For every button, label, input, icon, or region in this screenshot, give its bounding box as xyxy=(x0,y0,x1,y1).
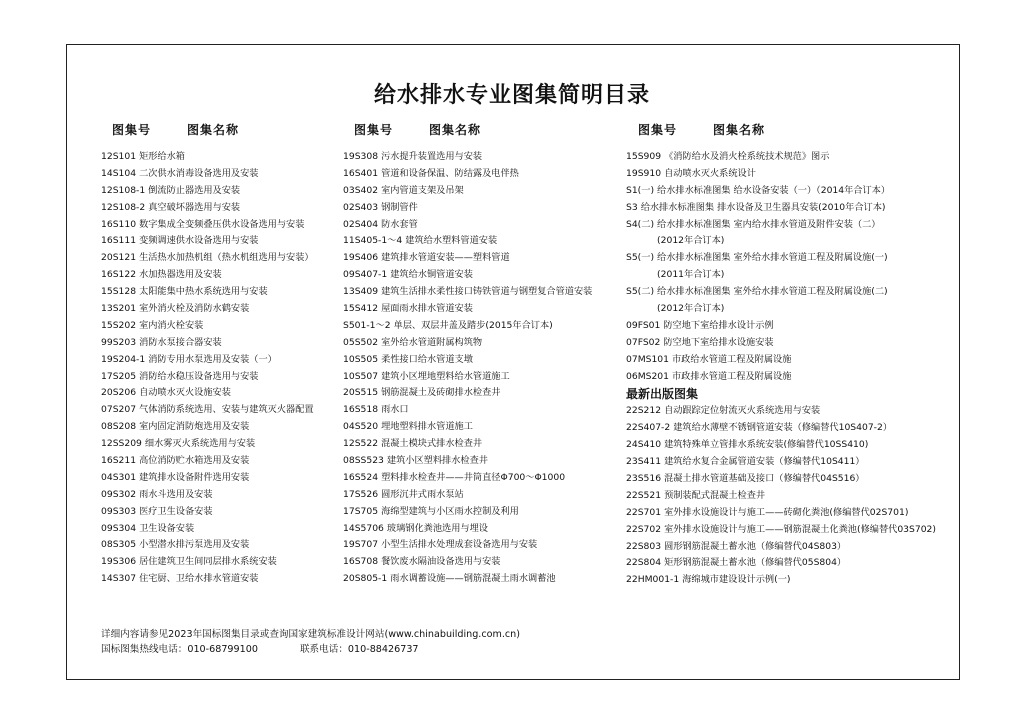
atlas-name: 建筑给水铜管道安装 xyxy=(390,269,473,281)
catalog-entry xyxy=(101,217,314,234)
atlas-code: 05S502 xyxy=(343,336,379,348)
atlas-code: 19S707 xyxy=(343,539,379,551)
atlas-code: S5(一) xyxy=(626,252,655,264)
atlas-name: 建筑给水薄壁不锈钢管道安装（修编替代10S407-2） xyxy=(673,422,893,434)
atlas-code: 14S5706 xyxy=(343,522,384,534)
catalog-entry xyxy=(343,385,592,402)
atlas-name: 室外消火栓及消防水鹤安装 xyxy=(139,303,250,315)
atlas-code: 09S407-1 xyxy=(343,269,388,281)
catalog-entry xyxy=(626,267,936,284)
atlas-name: 消防水泵接合器安装 xyxy=(139,336,222,348)
catalog-entry xyxy=(101,233,314,250)
catalog-entry xyxy=(101,318,314,335)
atlas-code: 12S101 xyxy=(101,151,137,162)
atlas-name: 消防专用水泵选用及安装（一） xyxy=(148,353,277,365)
catalog-column-2 xyxy=(343,149,592,588)
catalog-column-3 xyxy=(626,149,936,589)
atlas-name: 室外排水设施设计与施工——钢筋混凝土化粪池(修编替代03S702) xyxy=(664,523,936,535)
atlas-code: 20S206 xyxy=(101,387,137,399)
atlas-name: 建筑排水设备附件选用安装 xyxy=(139,471,250,483)
atlas-name: 防空地下室给排水设计示例 xyxy=(663,319,774,331)
catalog-entry xyxy=(343,318,592,335)
atlas-name: (2011年合订本) xyxy=(657,269,725,281)
atlas-code: 15S412 xyxy=(343,303,379,315)
atlas-name: 矩形给水箱 xyxy=(139,151,185,162)
atlas-name: 给水排水标准图集 排水设备及卫生器具安装(2010年合订本) xyxy=(640,201,886,213)
catalog-entry xyxy=(626,250,936,267)
catalog-entry xyxy=(626,166,936,183)
atlas-code: 03S402 xyxy=(343,184,379,196)
atlas-name: 医疗卫生设备安装 xyxy=(139,505,213,517)
atlas-name: 海绵城市建设设计示例(一) xyxy=(682,574,791,586)
catalog-entry xyxy=(343,284,592,301)
header-code: 图集号 xyxy=(638,123,678,137)
atlas-code: 08S208 xyxy=(101,421,137,433)
atlas-name: (2012年合订本) xyxy=(657,303,725,315)
atlas-code: 16S110 xyxy=(101,218,137,230)
atlas-code: 12S108-2 xyxy=(101,201,146,213)
catalog-entry xyxy=(343,537,592,554)
atlas-name: 海绵型建筑与小区雨水控制及利用 xyxy=(381,505,519,517)
catalog-entry xyxy=(626,318,936,335)
atlas-code: 12S108-1 xyxy=(101,184,146,196)
atlas-name: 预制装配式混凝土检查井 xyxy=(664,489,766,501)
atlas-code: 22S804 xyxy=(626,557,662,569)
atlas-name: 生活热水加热机组（热水机组选用与安装） xyxy=(139,252,314,264)
catalog-entry xyxy=(343,419,592,436)
atlas-code: 16S708 xyxy=(343,556,379,568)
catalog-entry xyxy=(343,436,592,453)
atlas-code: 24S410 xyxy=(626,439,662,451)
atlas-code: 15S128 xyxy=(101,286,137,298)
atlas-name: 混凝土模块式排水检查井 xyxy=(381,438,483,450)
atlas-name: 钢筋混凝土及砖砌排水检查井 xyxy=(381,387,501,399)
catalog-entry xyxy=(626,420,936,437)
atlas-name: 屋面雨水排水管道安装 xyxy=(381,303,473,315)
atlas-code: 13S409 xyxy=(343,286,379,298)
catalog-entry xyxy=(343,352,592,369)
column-header-3 xyxy=(638,121,765,138)
header-name: 图集名称 xyxy=(713,123,766,137)
atlas-code: 10S507 xyxy=(343,370,379,382)
catalog-entry xyxy=(343,217,592,234)
catalog-entry xyxy=(626,505,936,522)
atlas-name: 单层、双层井盖及踏步(2015年合订本) xyxy=(393,319,553,331)
atlas-name: 太阳能集中热水系统选用与安装 xyxy=(139,286,268,298)
atlas-code: 19S910 xyxy=(626,167,662,179)
catalog-entry xyxy=(343,453,592,470)
atlas-name: 室内管道支架及吊架 xyxy=(381,184,464,196)
atlas-name: 混凝土排水管道基础及接口（修编替代04S516） xyxy=(664,473,865,485)
atlas-name: 真空破坏器选用与安装 xyxy=(148,201,241,213)
catalog-entry xyxy=(101,369,314,386)
atlas-code: 22S212 xyxy=(626,405,662,417)
atlas-name: 给水排水标准图集 室内给水排水管道及附件安装（二） xyxy=(657,218,881,230)
atlas-name: 给水排水标准图集 给水设备安装（一）（2014年合订本） xyxy=(657,184,891,196)
catalog-entry xyxy=(343,250,592,267)
catalog-entry xyxy=(101,352,314,369)
atlas-name: 《消防给水及消火栓系统技术规范》图示 xyxy=(664,151,830,162)
atlas-code: S4(二) xyxy=(626,218,655,230)
catalog-entry xyxy=(626,217,936,234)
catalog-entry xyxy=(343,369,592,386)
atlas-name: 自动喷水灭火设施安装 xyxy=(139,387,231,399)
atlas-name: 消防给水稳压设备选用与安装 xyxy=(139,370,259,382)
atlas-code: 16S401 xyxy=(343,167,379,179)
atlas-name: 给水排水标准图集 室外给水排水管道工程及附属设施(二) xyxy=(657,286,888,298)
atlas-code: 16S211 xyxy=(101,455,137,467)
atlas-code: 10S505 xyxy=(343,353,379,365)
page-title: 给水排水专业图集简明目录 xyxy=(373,83,650,108)
catalog-entry xyxy=(101,149,314,166)
column-header-1 xyxy=(112,121,239,138)
catalog-entry xyxy=(626,149,936,166)
atlas-name: 水加热器选用及安装 xyxy=(139,269,222,281)
atlas-code: S5(二) xyxy=(626,286,655,298)
catalog-entry xyxy=(101,554,314,571)
atlas-name: 给水排水标准图集 室外给水排水管道工程及附属设施(一) xyxy=(657,252,888,264)
atlas-name: 变频调速供水设备选用与安装 xyxy=(139,235,259,247)
atlas-code: 12S522 xyxy=(343,438,379,450)
catalog-entry xyxy=(101,183,314,200)
atlas-name: 管道和设备保温、防结露及电伴热 xyxy=(381,167,519,179)
atlas-name: 室内固定消防炮选用及安装 xyxy=(139,421,250,433)
catalog-entry xyxy=(626,572,936,589)
catalog-entry xyxy=(626,369,936,386)
catalog-entry xyxy=(343,402,592,419)
atlas-code: 19S406 xyxy=(343,252,379,264)
atlas-name: 柔性接口给水管道支墩 xyxy=(381,353,473,365)
atlas-code: 23S411 xyxy=(626,456,662,468)
footer-contact: 联系电话：010-88426737 xyxy=(299,644,419,655)
atlas-code: 23S516 xyxy=(626,473,662,485)
catalog-entry xyxy=(101,537,314,554)
catalog-entry xyxy=(343,554,592,571)
atlas-name: 卫生设备安装 xyxy=(139,522,195,534)
atlas-code: 14S104 xyxy=(101,167,137,179)
atlas-code: 99S203 xyxy=(101,336,137,348)
atlas-name: 塑料排水检查井——井筒直径Φ700～Φ1000 xyxy=(381,471,566,483)
catalog-entry xyxy=(101,301,314,318)
atlas-name: 圆形沉井式雨水泵站 xyxy=(381,488,464,500)
atlas-code: 09S302 xyxy=(101,488,137,500)
footer xyxy=(101,627,520,657)
atlas-name: 矩形钢筋混凝土蓄水池（修编替代05S804） xyxy=(664,557,847,569)
atlas-name: 气体消防系统选用、安装与建筑灭火器配置 xyxy=(139,404,314,416)
atlas-name: 建筑给水复合金属管道安装（修编替代10S411） xyxy=(664,456,865,468)
atlas-code: S1(一) xyxy=(626,184,655,196)
atlas-code: 16S524 xyxy=(343,471,379,483)
atlas-code: 06MS201 xyxy=(626,370,669,382)
atlas-name: 室内消火栓安装 xyxy=(139,319,204,331)
atlas-code: 16S111 xyxy=(101,235,137,247)
atlas-code: 09FS01 xyxy=(626,319,661,331)
atlas-code: 16S518 xyxy=(343,404,379,416)
catalog-entry xyxy=(101,504,314,521)
footer-hotline: 国标图集热线电话：010-68799100 xyxy=(101,644,258,655)
atlas-name: 住宅厨、卫给水排水管道安装 xyxy=(139,573,259,585)
atlas-code: 08S305 xyxy=(101,539,137,551)
atlas-name: 玻璃钢化粪池选用与埋设 xyxy=(386,522,488,534)
atlas-code: 13S201 xyxy=(101,303,137,315)
catalog-column-1 xyxy=(101,149,314,588)
atlas-name: 室外给水管道附属构筑物 xyxy=(381,336,483,348)
atlas-code: S3 xyxy=(626,201,638,213)
catalog-entry xyxy=(626,301,936,318)
catalog-entry xyxy=(101,402,314,419)
section-heading: 最新出版图集 xyxy=(626,387,699,402)
atlas-name: 室外排水设施设计与施工——砖砌化粪池(修编替代02S701) xyxy=(664,506,909,518)
header-code: 图集号 xyxy=(112,123,152,137)
header-name: 图集名称 xyxy=(429,123,482,137)
atlas-name: 数字集成全变频叠压供水设备选用与安装 xyxy=(139,218,305,230)
atlas-name: 建筑小区埋地塑料给水管道施工 xyxy=(381,370,510,382)
atlas-code: 20S515 xyxy=(343,387,379,399)
atlas-name: 建筑特殊单立管排水系统安装(修编替代10SS410) xyxy=(664,439,869,451)
atlas-name: 污水提升装置选用与安装 xyxy=(381,151,483,162)
catalog-entry xyxy=(626,335,936,352)
catalog-entry xyxy=(626,522,936,539)
catalog-entry xyxy=(343,487,592,504)
catalog-entry xyxy=(343,335,592,352)
catalog-entry xyxy=(626,284,936,301)
atlas-name: 高位消防贮水箱选用及安装 xyxy=(139,455,250,467)
atlas-name: 居住建筑卫生间同层排水系统安装 xyxy=(139,556,277,568)
column-header-2 xyxy=(354,121,481,138)
atlas-name: 细水雾灭火系统选用与安装 xyxy=(144,438,256,450)
atlas-code: 14S307 xyxy=(101,573,137,585)
catalog-entry xyxy=(626,352,936,369)
catalog-entry xyxy=(101,250,314,267)
atlas-code: 20S805-1 xyxy=(343,573,388,585)
catalog-entry xyxy=(626,454,936,471)
atlas-code: 07FS02 xyxy=(626,336,661,348)
catalog-entry xyxy=(101,335,314,352)
catalog-entry xyxy=(101,166,314,183)
catalog-entry xyxy=(343,233,592,250)
catalog-entry xyxy=(626,488,936,505)
atlas-code: 09S303 xyxy=(101,505,137,517)
catalog-entry xyxy=(101,385,314,402)
catalog-entry xyxy=(626,471,936,488)
catalog-entry xyxy=(626,233,936,250)
atlas-name: 建筑小区塑料排水检查井 xyxy=(386,455,488,467)
atlas-name: 建筑排水管道安装——塑料管道 xyxy=(381,252,510,264)
atlas-code: 04S301 xyxy=(101,471,137,483)
atlas-code: 15S202 xyxy=(101,319,137,331)
atlas-code: 11S405-1～4 xyxy=(343,235,403,247)
atlas-code: 07S207 xyxy=(101,404,137,416)
catalog-entry xyxy=(626,539,936,556)
catalog-entry xyxy=(626,437,936,454)
atlas-code: 19S308 xyxy=(343,151,379,162)
atlas-code: 22S521 xyxy=(626,489,662,501)
catalog-entry xyxy=(101,284,314,301)
atlas-code: 12SS209 xyxy=(101,438,142,450)
atlas-code: 22S701 xyxy=(626,506,662,518)
catalog-entry xyxy=(343,521,592,538)
catalog-entry xyxy=(343,504,592,521)
atlas-name: 建筑生活排水柔性接口铸铁管道与钢塑复合管道安装 xyxy=(381,286,593,298)
catalog-entry xyxy=(101,267,314,284)
atlas-code: 02S403 xyxy=(343,201,379,213)
catalog-entry xyxy=(343,470,592,487)
atlas-code: S501-1～2 xyxy=(343,319,391,331)
atlas-code: 22S702 xyxy=(626,523,662,535)
atlas-code: 07MS101 xyxy=(626,353,669,365)
atlas-name: 餐饮废水隔油设备选用与安装 xyxy=(381,556,501,568)
catalog-entry xyxy=(101,200,314,217)
atlas-code: 15S909 xyxy=(626,151,662,162)
atlas-code: 20S121 xyxy=(101,252,137,264)
catalog-entry xyxy=(101,453,314,470)
catalog-entry xyxy=(101,571,314,588)
atlas-code: 19S306 xyxy=(101,556,137,568)
atlas-code: 17S705 xyxy=(343,505,379,517)
catalog-entry xyxy=(343,183,592,200)
atlas-name: 市政排水管道工程及附属设施 xyxy=(672,370,792,382)
atlas-name: 雨水斗选用及安装 xyxy=(139,488,213,500)
atlas-name: 小型生活排水处理成套设备选用与安装 xyxy=(381,539,538,551)
atlas-code: 17S526 xyxy=(343,488,379,500)
atlas-name: 雨水口 xyxy=(381,404,409,416)
atlas-code: 09S304 xyxy=(101,522,137,534)
atlas-code: 22S407-2 xyxy=(626,422,671,434)
catalog-entry xyxy=(343,149,592,166)
atlas-code: 04S520 xyxy=(343,421,379,433)
catalog-entry xyxy=(343,267,592,284)
catalog-entry xyxy=(101,470,314,487)
catalog-entry xyxy=(101,487,314,504)
atlas-code: 16S122 xyxy=(101,269,137,281)
catalog-entry xyxy=(101,419,314,436)
atlas-name: 钢制管件 xyxy=(381,201,418,213)
footer-website-note: 详细内容请参见2023年国标图集目录或查询国家建筑标准设计网站(www.chinabuilding.com.cn) xyxy=(101,629,520,640)
catalog-entry xyxy=(101,521,314,538)
catalog-entry xyxy=(626,183,936,200)
catalog-entry xyxy=(626,200,936,217)
catalog-entry xyxy=(343,200,592,217)
atlas-name: 自动喷水灭火系统设计 xyxy=(664,167,756,179)
header-name: 图集名称 xyxy=(187,123,240,137)
header-code: 图集号 xyxy=(354,123,394,137)
catalog-entry xyxy=(343,571,592,588)
atlas-name: 二次供水消毒设备选用及安装 xyxy=(139,167,259,179)
atlas-name: (2012年合订本) xyxy=(657,235,725,247)
atlas-code: 22HM001-1 xyxy=(626,574,680,586)
atlas-code: 22S803 xyxy=(626,540,662,552)
catalog-entry xyxy=(343,301,592,318)
catalog-entry xyxy=(101,436,314,453)
atlas-name: 防水套管 xyxy=(381,218,418,230)
atlas-name: 倒流防止器选用及安装 xyxy=(148,184,241,196)
atlas-name: 小型潜水排污泵选用及安装 xyxy=(139,539,250,551)
atlas-name: 自动跟踪定位射流灭火系统选用与安装 xyxy=(664,405,821,417)
footer-phones xyxy=(101,642,520,657)
atlas-code: 02S404 xyxy=(343,218,379,230)
atlas-name: 建筑给水塑料管道安装 xyxy=(405,235,498,247)
catalog-entry xyxy=(626,555,936,572)
catalog-entry xyxy=(626,403,936,420)
atlas-name: 市政给水管道工程及附属设施 xyxy=(672,353,792,365)
atlas-name: 雨水调蓄设施——钢筋混凝土雨水调蓄池 xyxy=(390,573,556,585)
catalog-entry xyxy=(343,166,592,183)
atlas-name: 圆形钢筋混凝土蓄水池（修编替代04S803） xyxy=(664,540,847,552)
atlas-code: 17S205 xyxy=(101,370,137,382)
atlas-name: 防空地下室给排水设施安装 xyxy=(663,336,774,348)
atlas-name: 埋地塑料排水管道施工 xyxy=(381,421,473,433)
atlas-code: 19S204-1 xyxy=(101,353,146,365)
atlas-code: 08SS523 xyxy=(343,455,384,467)
